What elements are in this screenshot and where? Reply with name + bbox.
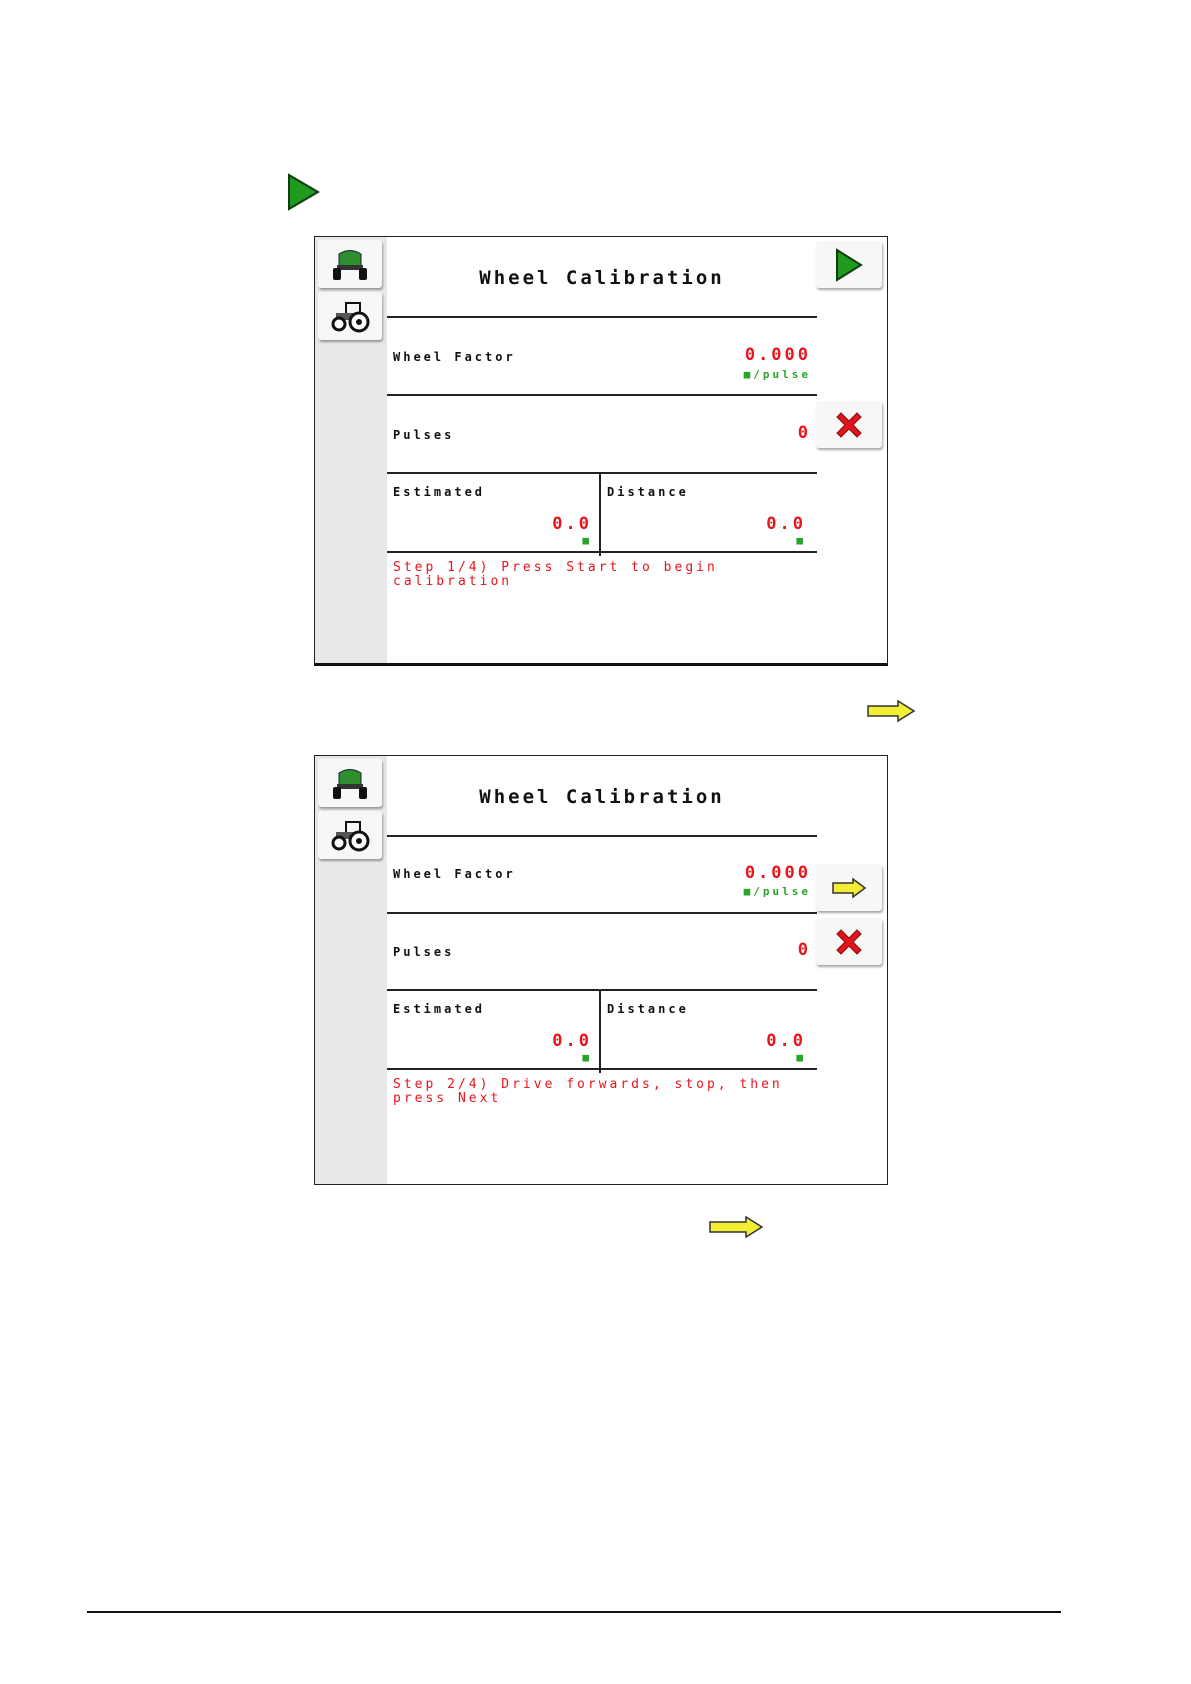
pulses-label: Pulses — [393, 428, 455, 442]
wheel-factor-value: 0.000 — [744, 345, 811, 365]
step-instruction — [393, 561, 793, 589]
page-title: Wheel Calibration — [479, 786, 725, 808]
step-line-1: Step 1/4) Press Start to begin — [393, 560, 718, 575]
wheel-factor-unit: ■/pulse — [743, 885, 811, 898]
next-button[interactable] — [816, 864, 882, 911]
next-arrow-icon — [866, 699, 916, 723]
wheel-factor-label: Wheel Factor — [393, 350, 516, 364]
start-icon — [287, 173, 321, 211]
step-instruction — [393, 1078, 793, 1106]
vehicle-button[interactable] — [318, 292, 382, 340]
implement-button[interactable] — [318, 759, 382, 807]
distance-value: 0.0 — [766, 1031, 806, 1051]
tractor-icon — [328, 299, 372, 333]
red-x-icon — [833, 409, 865, 441]
estimated-label: Estimated — [393, 485, 486, 499]
cancel-button[interactable] — [816, 918, 882, 965]
distance-unit: ■ — [796, 534, 806, 547]
divider — [387, 316, 817, 318]
wheel-factor-unit: ■/pulse — [743, 368, 811, 381]
step-line-1: Step 2/4) Drive forwards, stop, then — [393, 1077, 783, 1092]
wheel-calibration-screen-step2 — [314, 755, 888, 1185]
estimated-unit: ■ — [582, 1051, 592, 1064]
play-triangle-icon — [834, 248, 864, 282]
estimated-value: 0.0 — [552, 1031, 592, 1051]
start-button[interactable] — [816, 241, 882, 288]
distance-unit: ■ — [796, 1051, 806, 1064]
estimated-value: 0.0 — [552, 514, 592, 534]
divider — [599, 472, 601, 556]
wheel-factor-label: Wheel Factor — [393, 867, 516, 881]
page-title: Wheel Calibration — [479, 267, 725, 289]
divider — [387, 551, 817, 553]
divider — [387, 1068, 817, 1070]
divider — [387, 989, 817, 991]
pulses-value: 0 — [797, 423, 811, 443]
wheel-calibration-screen-step1 — [314, 236, 888, 666]
cancel-button[interactable] — [816, 401, 882, 448]
arrow-right-icon — [831, 877, 867, 899]
divider — [599, 989, 601, 1073]
divider — [387, 472, 817, 474]
estimated-unit: ■ — [582, 534, 592, 547]
divider — [387, 912, 817, 914]
step-line-2: press Next — [393, 1091, 502, 1106]
vehicle-button[interactable] — [318, 811, 382, 859]
step-line-2: calibration — [393, 574, 513, 589]
implement-button[interactable] — [318, 240, 382, 288]
wheel-factor-value: 0.000 — [744, 863, 811, 883]
distance-label: Distance — [607, 485, 689, 499]
distance-value: 0.0 — [766, 514, 806, 534]
pulses-value: 0 — [797, 940, 811, 960]
pulses-label: Pulses — [393, 945, 455, 959]
divider — [387, 394, 817, 396]
divider — [387, 835, 817, 837]
tractor-icon — [328, 818, 372, 852]
estimated-label: Estimated — [393, 1002, 486, 1016]
distance-label: Distance — [607, 1002, 689, 1016]
spreader-icon — [330, 765, 370, 801]
next-arrow-icon — [708, 1215, 764, 1239]
spreader-icon — [330, 246, 370, 282]
footer-rule — [87, 1611, 1061, 1613]
red-x-icon — [833, 926, 865, 958]
